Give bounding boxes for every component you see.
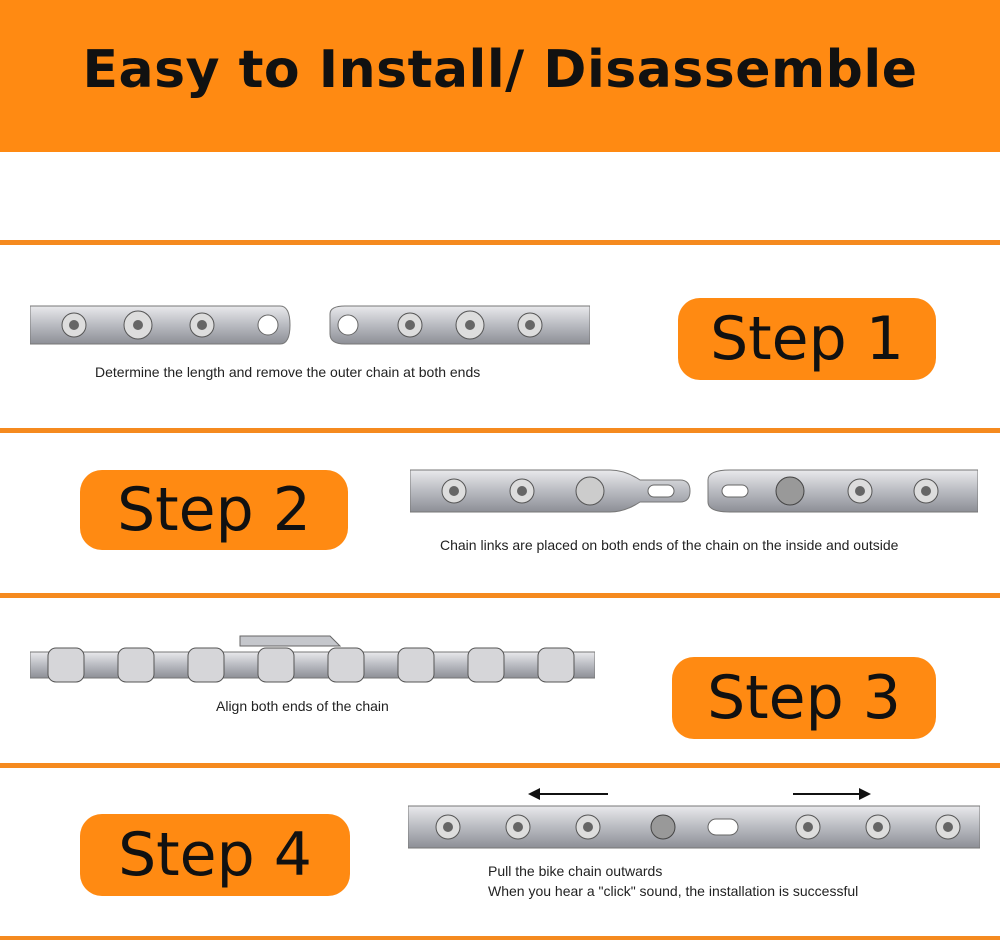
step-3-caption: Align both ends of the chain bbox=[216, 698, 389, 714]
divider bbox=[0, 428, 1000, 433]
divider bbox=[0, 763, 1000, 768]
step-1-caption: Determine the length and remove the outer chain at both ends bbox=[95, 364, 481, 380]
divider bbox=[0, 936, 1000, 940]
divider bbox=[0, 240, 1000, 245]
chain-image-aligned bbox=[30, 632, 595, 692]
step-4-caption-line2: When you hear a "click" sound, the installation is successful bbox=[488, 883, 859, 899]
page-title: Easy to Install/ Disassemble bbox=[82, 40, 918, 100]
step-4-label: Step 4 bbox=[118, 820, 312, 890]
step-3-label: Step 3 bbox=[707, 663, 901, 733]
step-4-caption-line1: Pull the bike chain outwards bbox=[488, 863, 663, 879]
step-2-badge bbox=[80, 470, 348, 550]
step-1-label: Step 1 bbox=[710, 304, 904, 374]
chain-image-pull bbox=[408, 784, 980, 856]
title-banner bbox=[0, 0, 1000, 152]
step-2-caption: Chain links are placed on both ends of the chain on the inside and outside bbox=[440, 537, 899, 553]
divider bbox=[0, 593, 1000, 598]
step-3-badge bbox=[672, 657, 936, 739]
chain-image-connector bbox=[410, 462, 978, 520]
step-4-badge bbox=[80, 814, 350, 896]
step-2-label: Step 2 bbox=[117, 475, 311, 545]
chain-image-split bbox=[30, 296, 590, 354]
step-1-badge bbox=[678, 298, 936, 380]
